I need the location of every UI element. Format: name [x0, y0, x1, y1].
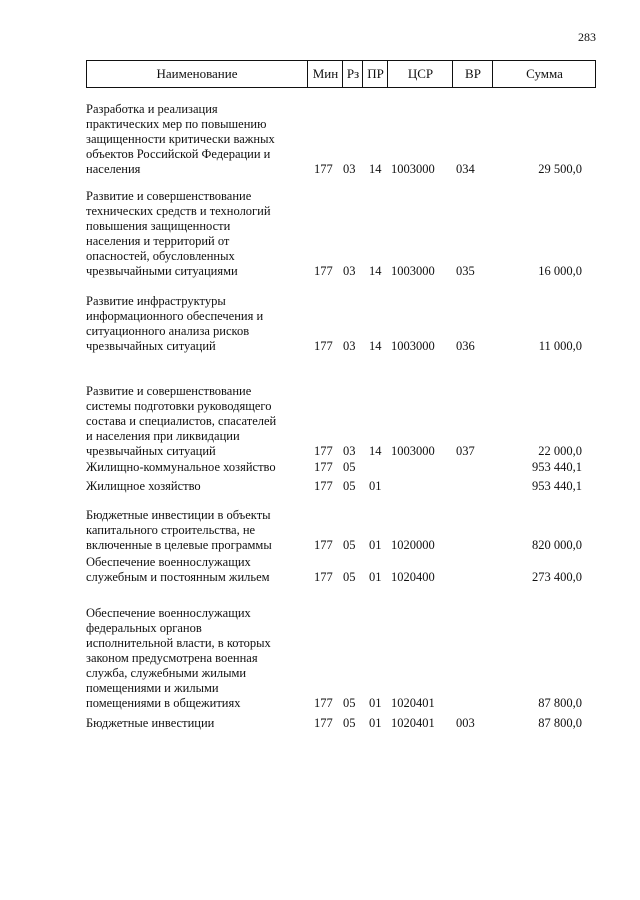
row-rz: 05: [343, 479, 356, 493]
header-name: Наименование: [156, 66, 238, 81]
row-sum: 87 800,0: [538, 716, 582, 730]
row-name: Развитие инфраструктуры информационного обеспечения и ситуационного анализа рисков чрезвычайных ситуаций: [86, 294, 264, 353]
row-csr: 1003000: [391, 444, 435, 458]
row-min: 177: [314, 460, 333, 474]
row-rz: 05: [343, 460, 356, 474]
row-sum: 16 000,0: [538, 264, 582, 278]
row-min: 177: [314, 716, 333, 730]
row-pr: 14: [369, 444, 382, 458]
row-csr: 1020401: [391, 696, 435, 710]
table-row: [86, 0, 596, 731]
row-pr: 01: [369, 538, 382, 552]
row-min: 177: [314, 162, 333, 176]
row-sum: 273 400,0: [532, 570, 582, 584]
row-vr: 037: [456, 444, 475, 458]
row-vr: 034: [456, 162, 475, 176]
row-name: Разработка и реализация практических мер по повышению защищенности критически важных объектов Российской Федерации и населения: [86, 102, 275, 176]
row-rz: 05: [343, 716, 356, 730]
header-vr: ВР: [452, 61, 493, 87]
row-min: 177: [314, 479, 333, 493]
row-name: Бюджетные инвестиции: [86, 716, 215, 730]
row-rz: 05: [343, 570, 356, 584]
row-csr: 1020401: [391, 716, 435, 730]
row-pr: 01: [369, 716, 382, 730]
row-name: Жилищно-коммунальное хозяйство: [86, 460, 276, 474]
row-sum: 953 440,1: [532, 460, 582, 474]
row-name: Бюджетные инвестиции в объекты капитального строительства, не включенные в целевые программы: [86, 508, 272, 552]
row-vr: 036: [456, 339, 475, 353]
row-vr: 003: [456, 716, 475, 730]
page-number: 283: [578, 30, 596, 44]
header-min: Мин: [307, 61, 343, 87]
header-csr: ЦСР: [387, 61, 453, 87]
row-min: 177: [314, 570, 333, 584]
row-rz: 05: [343, 538, 356, 552]
row-csr: 1020000: [391, 538, 435, 552]
row-vr: 035: [456, 264, 475, 278]
row-min: 177: [314, 339, 333, 353]
row-min: 177: [314, 538, 333, 552]
row-name: Обеспечение военнослужащих служебным и постоянным жильем: [86, 555, 270, 584]
row-sum: 820 000,0: [532, 538, 582, 552]
row-rz: 05: [343, 696, 356, 710]
row-sum: 11 000,0: [538, 339, 582, 353]
row-csr: 1003000: [391, 162, 435, 176]
row-pr: 01: [369, 696, 382, 710]
row-name: Развитие и совершенствование системы подготовки руководящего состава и специалистов, спасателей и населения при ликвидации чрезвычайных ситуаций: [86, 384, 277, 458]
row-pr: 14: [369, 339, 382, 353]
row-pr: 14: [369, 162, 382, 176]
row-rz: 03: [343, 444, 356, 458]
row-sum: 22 000,0: [538, 444, 582, 458]
row-min: 177: [314, 696, 333, 710]
row-rz: 03: [343, 339, 356, 353]
header-rz: Рз: [342, 61, 363, 87]
row-pr: 14: [369, 264, 382, 278]
row-csr: 1003000: [391, 264, 435, 278]
row-name: Жилищное хозяйство: [86, 479, 201, 493]
row-sum: 87 800,0: [538, 696, 582, 710]
row-sum: 953 440,1: [532, 479, 582, 493]
row-csr: 1003000: [391, 339, 435, 353]
row-pr: 01: [369, 479, 382, 493]
row-rz: 03: [343, 162, 356, 176]
row-rz: 03: [343, 264, 356, 278]
header-pr: ПР: [362, 61, 388, 87]
row-name: Развитие и совершенствование технических средств и технологий повышения защищенности населения и территорий от опасностей, обусловленных чрезвычайными ситуациями: [86, 189, 271, 278]
row-min: 177: [314, 444, 333, 458]
row-pr: 01: [369, 570, 382, 584]
row-min: 177: [314, 264, 333, 278]
row-name: Обеспечение военнослужащих федеральных органов исполнительной власти, в которых законом предусмотрена военная служба, служебными жилыми помещениями и жилыми помещениями в общежитиях: [86, 606, 271, 710]
row-sum: 29 500,0: [538, 162, 582, 176]
header-sum: Сумма: [492, 61, 596, 87]
row-csr: 1020400: [391, 570, 435, 584]
